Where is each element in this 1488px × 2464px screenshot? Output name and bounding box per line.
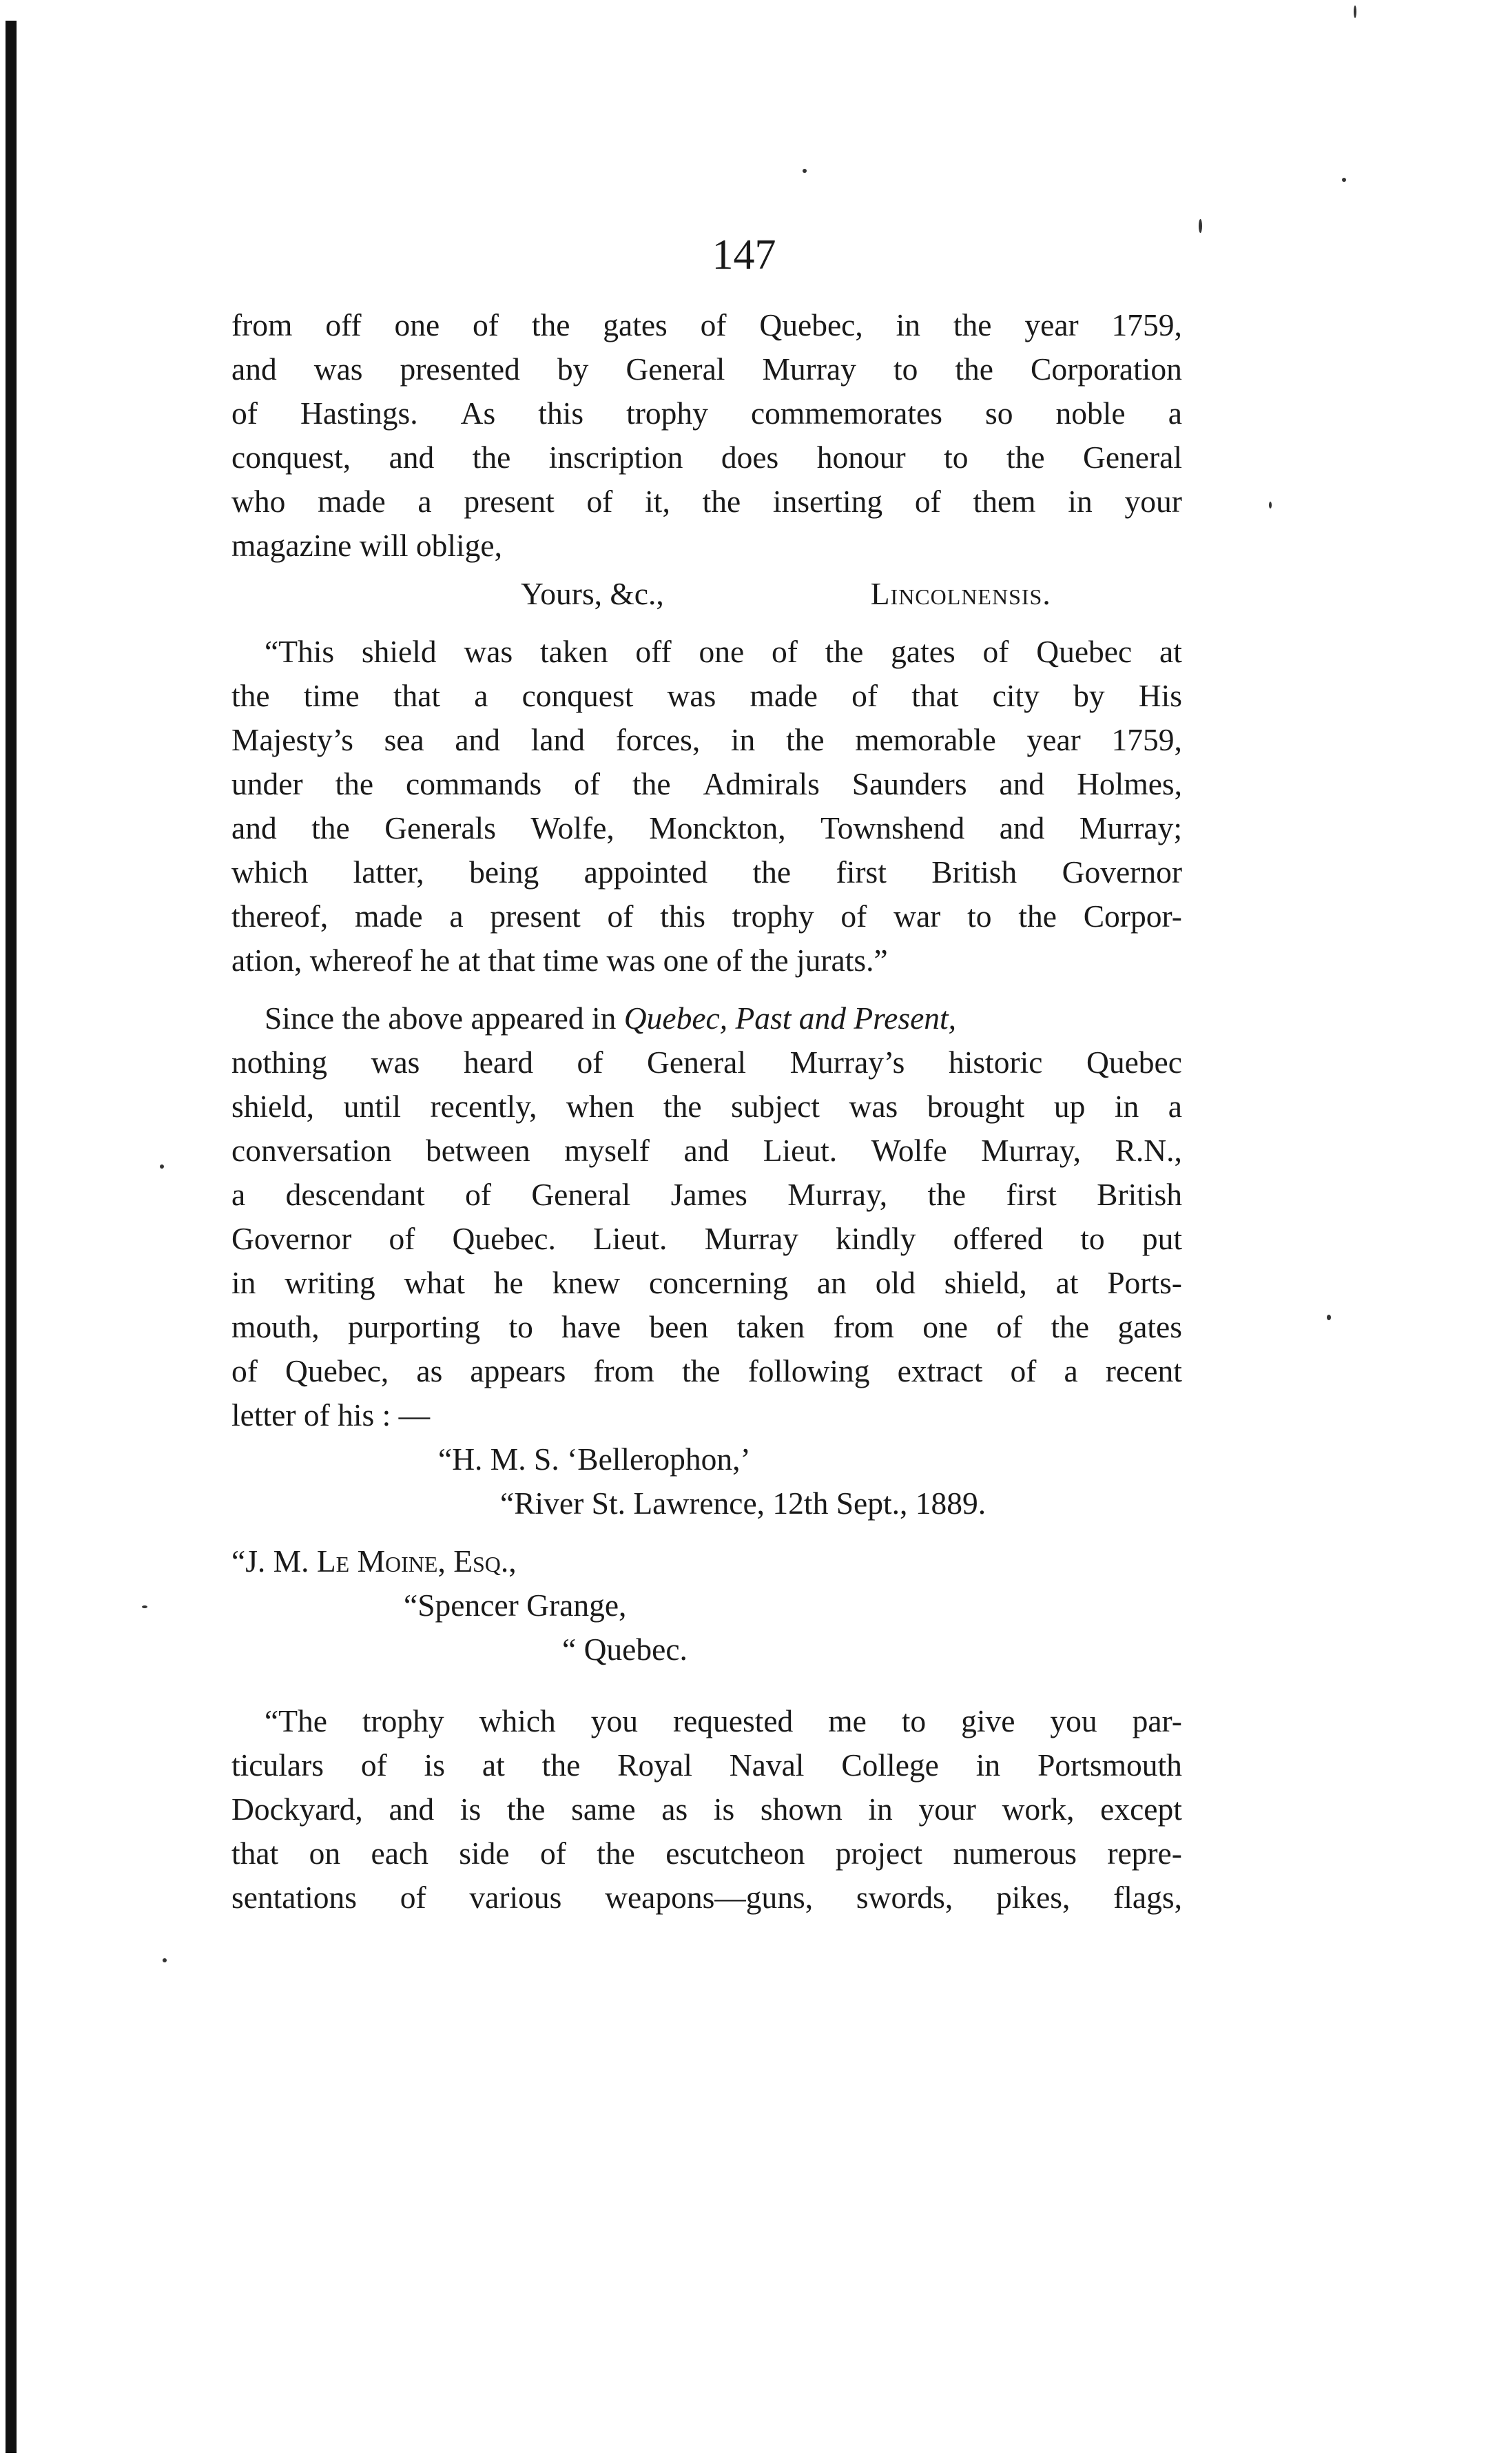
text-line: a descendant of General James Murray, the first British xyxy=(231,1177,1182,1212)
text-run: Since the above appeared in xyxy=(265,1000,624,1036)
letter-header xyxy=(231,1437,1182,1672)
scan-speck xyxy=(1342,178,1346,182)
closing: Yours, &c., xyxy=(521,576,664,611)
paragraph xyxy=(231,996,1182,1437)
text-line: magazine will oblige, xyxy=(231,528,502,563)
scan-speck xyxy=(142,1605,147,1608)
paragraph xyxy=(231,630,1182,983)
text-line: letter of his : — xyxy=(231,1397,431,1433)
text-line: “The trophy which you requested me to give you par- xyxy=(265,1703,1182,1738)
text-line: and was presented by General Murray to the Corporation xyxy=(231,351,1182,387)
scan-speck xyxy=(163,1958,167,1962)
text-line: conversation between myself and Lieut. Wolfe Murray, R.N., xyxy=(231,1133,1182,1168)
text-line: in writing what he knew concerning an old shield, at Ports- xyxy=(231,1265,1182,1300)
text-line: under the commands of the Admirals Saunders and Holmes, xyxy=(231,766,1182,801)
signature: Lincolnensis. xyxy=(870,576,1051,611)
text-line: Governor of Quebec. Lieut. Murray kindly offered to put xyxy=(231,1221,1182,1256)
text-line: who made a present of it, the inserting of them in your xyxy=(231,484,1182,519)
text-line: sentations of various weapons—guns, swords, pikes, flags, xyxy=(231,1880,1182,1915)
letter-address-line: “Spencer Grange, xyxy=(404,1588,627,1623)
paragraph xyxy=(231,303,1182,568)
text-line: mouth, purporting to have been taken from one of the gates xyxy=(231,1309,1182,1344)
text-line: the time that a conquest was made of that city by His xyxy=(231,678,1182,713)
letter-ship: “H. M. S. ‘Bellerophon,’ xyxy=(438,1441,751,1477)
text-line: ticulars of is at the Royal Naval College in Portsmouth xyxy=(231,1747,1182,1783)
text-line: nothing was heard of General Murray’s historic Quebec xyxy=(231,1045,1182,1080)
text-line: which latter, being appointed the first British Governor xyxy=(231,854,1182,890)
letter-addressee: “J. M. Le Moine, Esq., xyxy=(231,1543,517,1579)
letter-place-date: “River St. Lawrence, 12th Sept., 1889. xyxy=(500,1486,986,1521)
text-line: “This shield was taken off one of the gates of Quebec at xyxy=(265,634,1182,669)
text-line: Dockyard, and is the same as is shown in your work, except xyxy=(231,1791,1182,1827)
scan-binding-edge xyxy=(6,21,17,2453)
scan-speck xyxy=(1269,502,1272,509)
signoff xyxy=(231,572,1182,616)
text-line: that on each side of the escutcheon project numerous repre- xyxy=(231,1836,1182,1871)
text-line: of Hastings. As this trophy commemorates so noble a xyxy=(231,396,1182,431)
text-line: ation, whereof he at that time was one of the jurats.” xyxy=(231,943,888,978)
scan-speck xyxy=(160,1164,164,1169)
page-number: 147 xyxy=(712,232,776,278)
scan-speck xyxy=(803,169,807,173)
paragraph xyxy=(231,1699,1182,1920)
text-line: conquest, and the inscription does honour to the General xyxy=(231,440,1182,475)
text-line: and the Generals Wolfe, Monckton, Townshend and Murray; xyxy=(231,810,1182,845)
text-line xyxy=(231,996,1182,1040)
text-line: of Quebec, as appears from the following extract of a recent xyxy=(231,1353,1182,1388)
text-line: from off one of the gates of Quebec, in the year 1759, xyxy=(231,307,1182,342)
text-line: thereof, made a present of this trophy of war to the Corpor- xyxy=(231,899,1182,934)
text-line: shield, until recently, when the subject was brought up in a xyxy=(231,1089,1182,1124)
text-line: Majesty’s sea and land forces, in the memorable year 1759, xyxy=(231,722,1182,757)
book-title: Quebec, Past and Present, xyxy=(623,1000,957,1036)
scan-speck xyxy=(1354,6,1356,18)
letter-address-line: “ Quebec. xyxy=(562,1632,688,1667)
body-text xyxy=(231,303,1182,1920)
scan-speck xyxy=(1327,1315,1331,1320)
